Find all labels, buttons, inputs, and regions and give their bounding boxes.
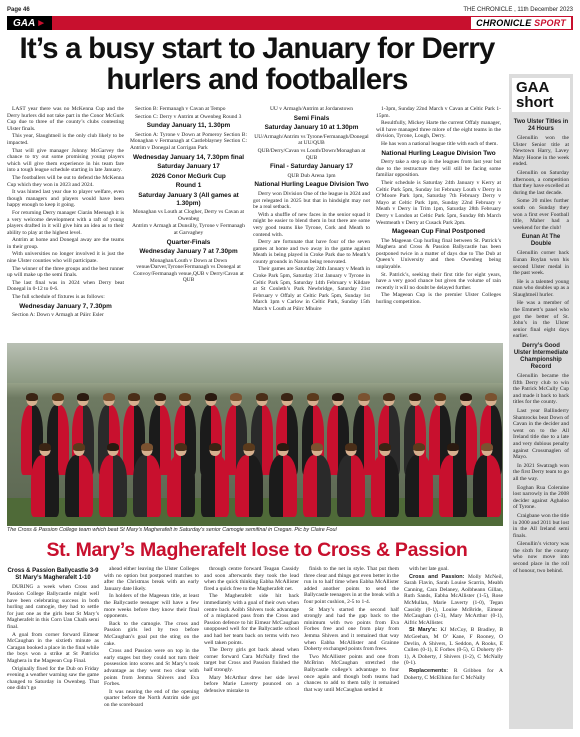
player-figure xyxy=(337,455,365,517)
paragraph: Mary McArthur drew her side level before Marie Laverty pounced on a defensive mistake to xyxy=(204,674,299,694)
paragraph: Glenullin won the Ulster Senior title at Newtown Harry, Lavey Mary Hoone in the week ended. xyxy=(513,135,569,168)
player-figure xyxy=(303,455,331,517)
player-hair xyxy=(77,393,89,401)
paragraph: Originally fixed for the Dub on Friday evening a weather warning saw the game changed to Saturday in Owenbeg. That one didn’t go xyxy=(7,665,99,692)
subheading: National Hurling League Division Two xyxy=(381,149,496,157)
sidebar-heading: Two Ulster Titles in 24 Hours xyxy=(513,119,569,132)
player-hair xyxy=(230,393,242,401)
player-hair xyxy=(73,443,85,451)
secondary-headline: St. Mary’s Magherafelt lose to Cross & Passion xyxy=(46,539,468,561)
team-lineup-cross-passion: Cross and Passion: Molly McNeil, Sarah Flavin, Sarah Louise Scarrin, Meabh Canning, Cara Delaney, Aoibheann Gillan, Ruth Sands, Eabha McAllister (1-5), Rose McMullan, Marie Laverty (1-0), Tegan Cassidy (0-1), Louise McBride, Eimear McCaughan (1-3), Mary McArthur (0-1), Aifric McAllister. xyxy=(404,573,504,626)
player-hair xyxy=(434,393,446,401)
paragraph: Glenullin became the fifth Derry club to win the Patrick McCully Cup and made it back to back titles for the county. xyxy=(513,373,569,406)
paragraph: Some 20 miles further south on Sunday they won a first ever Football title, Maher had a weekend for the club! xyxy=(513,198,569,231)
player-figure xyxy=(439,455,467,517)
player-hair xyxy=(332,393,344,401)
player-hair xyxy=(358,393,370,401)
paragraph: For returning Derry manager Ciarán Meenagh it is a very welcome development with a raft of young players drafted in it will give him an idea as to their ability to play at the highest level. xyxy=(7,209,124,236)
paragraph: Section C: Derry v Antrim at Owenbeg Round 3 xyxy=(135,113,242,120)
subheading: National Hurling League Division Two xyxy=(254,181,369,189)
fixture-heading: Wednesday January 7, 7.30pm xyxy=(19,302,112,310)
paragraph: Craigbane won the title in 2000 and 2011 but lost in the All Ireland semi finals. xyxy=(513,512,569,539)
player-figure xyxy=(99,455,127,517)
fixture-heading: Round 1 xyxy=(175,182,202,190)
team-replacements: Replacements: R Gribben for A Doherty, C McElhinn for C McNally xyxy=(404,667,504,681)
fixture-heading: Saturday January 10 at 1.30pm xyxy=(264,124,359,132)
story2-column-4 xyxy=(304,566,399,694)
paragraph: Glenullin corner back Eunan Boylan won his second Ulster medal in the past week. xyxy=(513,250,569,277)
gaa-short-sidebar xyxy=(509,74,573,729)
paragraph: finish to the net in style. That put them three clear and things got even better in the run in to half time when Eabha McAllister added another points to send the Ballycastle teenagers in at the break with a four point cushion, 2-5 to 1-4. xyxy=(304,566,399,605)
fixture-heading: Semi Finals xyxy=(293,114,330,122)
story1-column-1 xyxy=(7,106,124,320)
paragraph: Section A: Down v Armagh at Páirc Esler xyxy=(12,312,104,319)
player-figure xyxy=(65,455,93,517)
paragraph: Antrim v Armagh at Dunsilly, Tyrone v Fermanagh at Garvaghey xyxy=(132,223,245,236)
story2-column-5 xyxy=(404,566,503,682)
player-hair xyxy=(175,443,187,451)
paragraph: Their schedule is Saturday 24th January v Kerry at Celtic Park 5pm, Sunday 1st February Louth v Derry in O’Moore Park 1pm, Saturday 7th February Derry v Mayo at Celtic Park 1pm, Sunday 22nd February v Meath v Derry in Trim 1pm, Saturday 28th February Derry v London at Celtic Park 5pm, Sunday 8th March Westmeath v Derry at Cusack Park 2pm. xyxy=(376,179,501,226)
paragraph: With a shuffle of new faces in the senior squad it might be easier to blend them in but there are some very good teams like Tyrone, Cork and Meath to contend with. xyxy=(253,211,370,238)
player-figure xyxy=(133,455,161,517)
player-hair xyxy=(460,393,472,401)
paragraph: This year, Slaughtneil is the only club likely to be impacted. xyxy=(7,133,124,146)
paragraph: Back to the camogie. The cross and Passion girls led by two before McCaughan’s goal put the sting on the cake. xyxy=(104,620,199,647)
page-topbar xyxy=(7,5,573,14)
paragraph: The Mageean Cup is the premier Ulster Colleges hurling competition. xyxy=(376,292,501,306)
paragraph: Last year Ballinderry Shamrocks beat Down of Cavan in the decider and went on to the All Ireland title due to a late and very dubious penalty against Crossmaglen of Mayo. xyxy=(513,408,569,461)
fixture-heading: Saturday January 3 (All games at 1.30pm) xyxy=(138,191,239,207)
paragraph: Resultfully, Mickey Harte the current Offaly manager, will have managed three mlore of the eight teams in the division, Tyrone, Lough, Derry. xyxy=(376,120,501,140)
paragraph: The Mageean Cup hurling final between St. Patrick’s Maghera and Cross & Passion Ballycastle has been postponed twice in a matter of days due to The Dub at Queen’s University and then Owenbeg being unplayable. xyxy=(376,237,501,271)
player-hair xyxy=(311,443,323,451)
paragraph: The full schedule of fixtures is as follows: xyxy=(12,294,105,301)
paragraph: Antrim at home and Donegal away are the teams in their group. xyxy=(7,237,124,250)
player-figure xyxy=(31,455,59,517)
paragraph: ahead either leaving the Ulster Colleges with no option but postponed matches to after the Christmas break with an early January date likely. xyxy=(104,566,199,592)
photo-sky xyxy=(7,343,503,383)
main-headline: It’s a busy start to January for Derry hurlers and footballers xyxy=(19,32,495,96)
paragraph: Derry won Division One of the league in 2024 and got relegated in 2025 but that in hindsight may not be a real setback. xyxy=(253,190,370,211)
paragraph: A goal from corner forward Eimear McCaughan in the sixtieth minute as Caragan booked a place in the final while the boys won a strike at St Patricks Maghera in the Mageean Cup Final. xyxy=(7,631,99,664)
player-hair xyxy=(277,443,289,451)
paragraph: Monaghan vs Louth at Clogher, Derry vs Cavan at Owenbeg xyxy=(132,209,245,222)
paragraph: St. Patrick’s, seeking their first title for eight years, have a very good chance but given the volume of rain recently it will no doubt be delayed further. xyxy=(376,271,501,291)
sidebar-title: GAA short xyxy=(512,78,570,112)
player-hair xyxy=(103,393,115,401)
team-lineup-st-marys: St Mary’s: KJ McCoy, B Bradley, B McGeehan, M O’ Kane, F Rooney, O Devlin, A Shivers, L Seddon, A Rooks, E Cullen (0-1), E Forbes (0-5), G Doherty (0-1), A Doherty, J Shivers (1-2), C McNally (0-1). xyxy=(404,627,503,667)
paragraph: The Magherafelt side hit back immediately with a goal of their own when centre back Aoibh Shivers took advantage of a misplaced pass from the Cross and Passion defence to hit Eimear McCaughan unopposed well for the Ballycastle school and had her team back on terms with two well taken points. xyxy=(204,593,299,646)
paragraph: It was nearing the end of the opening quarter before the North Antrim side got on the scoreboard xyxy=(104,688,199,708)
paragraph: Section A: Tyrone v Down at Pomeroy Section B: Monaghan v Fermanagh at Castleblayney Section C: Antrim v Donegal at Corrigan Park xyxy=(130,131,247,151)
paragraph: He has won a national league title with each of them. xyxy=(381,140,498,147)
paragraph: He was a member of the Emmett’s panel who got the better of St. John’s in the Ulster senior final eight days earlier. xyxy=(513,300,569,340)
page-number: Page 46 xyxy=(7,6,30,13)
paragraph: In 2021 Swatragh won the first Derry team to go all the way. xyxy=(513,462,569,482)
paragraph: The last final was in 2024 when Derry beat Donegal in 0-12 to 0-6. xyxy=(7,279,124,293)
story2-column-1 xyxy=(7,566,99,693)
player-hair xyxy=(141,443,153,451)
paragraph: That will give manager Johnny McGarvey the chance to try out some promising young players which will give them experience in his team fare into a tough league schedule starting in late January. xyxy=(7,147,124,174)
masthead-date: THE CHRONICLE , 11th December 2023 xyxy=(463,6,573,13)
story2-column-2 xyxy=(104,566,199,709)
player-hair xyxy=(485,393,497,401)
player-figure xyxy=(371,455,399,517)
player-figure xyxy=(201,455,229,517)
paragraph: 1-3pm, Sunday 22nd March v Cavan at Celtic Park 1-15pm. xyxy=(376,106,501,119)
fixture-heading: Final - Saturday January 17 xyxy=(269,163,354,171)
paragraph: In holders of the Mageean title, at least the Ballycastle teenager will have a few more weeks before they know their final opponents. xyxy=(104,593,199,620)
paragraph: The winner of the three groups and the best runner up will make up the semi finals. xyxy=(7,265,124,279)
player-hair xyxy=(413,443,425,451)
player-figure xyxy=(235,455,263,517)
paragraph: With universities no longer involved it is just the nine Ulster counties who will participate. xyxy=(7,251,124,265)
paragraph: QUB/Derry/Cavan vs Louth/Down/Monaghan at QUB xyxy=(257,147,366,161)
fixture-heading: Saturday January 17 xyxy=(157,163,220,171)
player-hair xyxy=(256,393,268,401)
player-hair xyxy=(154,393,166,401)
paragraph: St Mary’s started the second half strongly and had the gap back to the minimum with two points from Eva Forbes free and one from play from Jemma Shivers and it remained that way when Eabha McAllister and Grainne Doherty exchanged points from frees. xyxy=(304,606,399,653)
paragraph: through centre forward Teagan Cassidy and soon afterwards they took the lead when the quick thinking Eabha McAllister fired a quick free to the Magherafelt net. xyxy=(204,566,299,592)
paragraph: UU/Armagh/Antrim vs Tyrone/Fermanagh/Donegal at UU/QUB xyxy=(254,133,369,147)
fixture-heading: 2026 Conor McGurk Cup xyxy=(151,172,226,180)
section-label-sport: CHRONICLE SPORT xyxy=(471,17,571,29)
player-hair xyxy=(243,443,255,451)
paragraph: Monaghan/Louth v Down at Down venue/Darver,Tyrone/Fermanagh vs Donegal at Convoy/Fermanagh venue,QUB v Derry/Cavan at QUB xyxy=(133,257,244,284)
paragraph: The footballers will be out to defend the McKenna Cup which they won in 2023 and 2024. xyxy=(7,174,124,188)
player-figure xyxy=(269,455,297,517)
fixture-heading: Sunday January 11, 1.30pm xyxy=(146,122,231,130)
player-figure xyxy=(473,455,501,517)
score-heading: Cross & Passion Ballycastle 3-9 St Mary’s Magherafelt 1-10 xyxy=(7,568,99,582)
paragraph: Eoghan Rua Coleraine lost narrowly in the 2008 decider against Aghaloo of Tyrone. xyxy=(513,484,569,511)
player-hair xyxy=(447,443,459,451)
sidebar-body xyxy=(509,112,573,580)
player-hair xyxy=(39,443,51,451)
story2-column-3 xyxy=(204,566,299,695)
paragraph: He is a talented young man who doubles up as a Slaughtneil hurler. xyxy=(513,278,569,298)
paragraph: DURING a week when Cross and Passion College Ballycastle might well have been celebrating success in both hurling and camogie, they had to settle for just one as the girls beat St Mary’s Magherafelt in this Corn Uan Chaih semi final. xyxy=(7,584,99,630)
player-figure xyxy=(167,455,195,517)
paragraph: Derry are fortunate that have four of the seven games at home and two away in the game against Meath is being played in Croke Park due to Meath’s county grounds in Navan being renovated. xyxy=(253,239,370,265)
player-hair xyxy=(209,443,221,451)
photo-caption: The Cross & Passion College team which beat St Mary’s Magherafelt in Saturday’s senior Camogie semifinal in Cregan. Pic by Claire Foul xyxy=(7,527,337,533)
team-photo xyxy=(7,343,503,526)
player-hair xyxy=(307,393,319,401)
story1-column-3 xyxy=(253,106,370,314)
player-hair xyxy=(281,393,293,401)
paragraph: with her late goal. xyxy=(409,566,449,572)
player-hair xyxy=(179,393,191,401)
paragraph: Section B: Fermanagh v Cavan at Tempo xyxy=(135,106,226,112)
story1-column-2 xyxy=(130,106,247,285)
player-hair xyxy=(205,393,217,401)
sidebar-heading: Derry’s Good Ulster Intermediate Championship Record xyxy=(513,343,569,371)
player-hair xyxy=(409,393,421,401)
player-hair xyxy=(383,393,395,401)
section-label-gaa: GAA ► xyxy=(7,16,52,30)
paragraph: Two McAllister points and one from McBrinn McCaughan stretched the Ballycastle college’s advantage to four once again and though both teams had chances to add to them tally it remained that way until McCaughan settled it xyxy=(304,653,399,693)
player-hair xyxy=(481,443,493,451)
player-hair xyxy=(26,393,38,401)
paragraph: Derry take a step up in the leagues from last year but due to the restructure they will still be facing some familiar opposition. xyxy=(376,159,501,179)
paragraph: It was hinted last year due to player welfare, even though managers and players would have been happy enough to keep it going. xyxy=(7,189,124,209)
player-hair xyxy=(128,393,140,401)
player-hair xyxy=(52,393,64,401)
paragraph: Their games are Saturday 24th January v Meath in Croke Park 5pm, Saturday 31st January v Tyrone in Celtic Park 5pm, Saturday 14th February v Kildare at St Conleth’s Park Newbridge, Saturday 21st February v Offaly at Celtic Park 5pm, Sunday 1st March 1pm v Carlow in Celtic Park, Sunday 15th March v Louth at Páirc Mhuire xyxy=(253,266,370,313)
sidebar-heading: Eunan At The Double xyxy=(521,234,561,248)
section-header xyxy=(7,16,573,30)
fixture-heading: Wednesday January 14, 7.30pm final xyxy=(132,153,245,161)
fixture-heading: Quarter-Finals xyxy=(166,238,211,246)
player-hair xyxy=(379,443,391,451)
player-hair xyxy=(107,443,119,451)
paragraph: Glenullin’s victory was the sixth for the county who now move into second place in the roll of honour, two behind. xyxy=(513,541,569,574)
paragraph: Glenullin on Saturday afternoon, a competition that they have excelled at during the last decade. xyxy=(513,169,569,196)
paragraph: QUB Dub Arena 1pm xyxy=(287,172,336,179)
paragraph: UU v Armagh/Antrim at Jordanstown xyxy=(269,106,354,112)
paragraph: LAST year there was no McKenna Cup and the Derry hurlers did not take part in the Conor McGurk Cup due to three of the county’s clubs contesting Ulster finals. xyxy=(7,106,124,132)
player-figure xyxy=(405,455,433,517)
paragraph: The Derry girls got back ahead when corner forward Cara McNally fired the target but Cross and Passion finished the half strongly. xyxy=(204,647,299,673)
player-hair xyxy=(345,443,357,451)
paragraph: Cross and Passion were on top in the early stages but they could not turn their possession into scores and St Mary’s took advantage as they went two clear with points from Jemma Shivers and Eva Forbes. xyxy=(104,648,199,688)
story1-column-4 xyxy=(376,106,501,307)
fixture-heading: Wednesday January 7 at 7.30pm xyxy=(139,248,238,256)
subheading: Mageean Cup Final Postponed xyxy=(391,228,486,236)
